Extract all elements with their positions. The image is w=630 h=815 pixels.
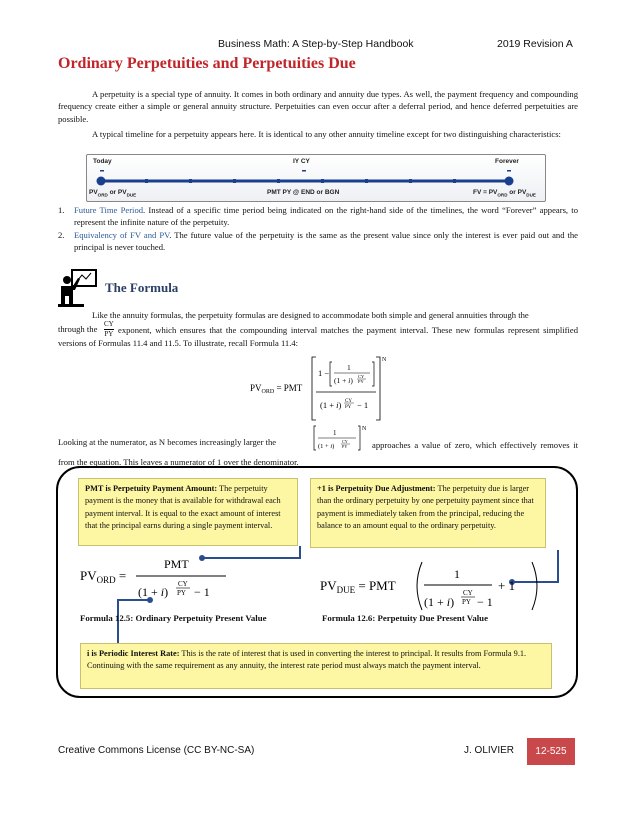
timeline-pv-label: $PV_{ORD}$ or $PV_{DUE}$ <box>89 189 137 198</box>
svg-text:PMT: PMT <box>164 557 189 571</box>
svg-text:1: 1 <box>454 567 460 581</box>
formula-12-5 <box>80 552 230 604</box>
svg-text:N: N <box>382 357 387 363</box>
svg-text:CY: CY <box>345 399 352 404</box>
perpetuity-timeline <box>86 154 546 202</box>
interest-rate-box <box>80 643 552 689</box>
list-item-title: Future Time Period <box>74 205 144 215</box>
page-title: Ordinary Perpetuities and Perpetuities Due <box>58 55 356 72</box>
pmt-box-text: The perpetuity payment is the money that is available for withdrawal each payment interval. It is equal to the exact amount of interest that the principal earns during a single payment interval. <box>85 484 281 531</box>
author-footer: J. OLIVIER <box>464 745 515 756</box>
timeline-today-label: Today <box>93 158 112 165</box>
svg-text:CY: CY <box>463 589 473 597</box>
caption-formula-12-5: Formula 12.5: Ordinary Perpetuity Present Value <box>80 613 267 623</box>
svg-text:PY: PY <box>358 379 364 384</box>
svg-text:CY: CY <box>342 439 348 444</box>
page-number: 12-525 <box>527 738 575 765</box>
intro-paragraph-2: A typical timeline for a perpetuity appears here. It is identical to any other annuity timeline except for two distinguishing characteristics: <box>92 129 561 139</box>
formula-para-line-1: Like the annuity formulas, the perpetuity formulas are designed to accommodate both simple and general annuities through the <box>92 310 529 320</box>
book-title-header: Business Math: A Step-by-Step Handbook <box>218 38 414 50</box>
svg-text:CY: CY <box>358 374 365 379</box>
svg-text:1 −: 1 − <box>318 368 330 378</box>
svg-text:+ 1: + 1 <box>498 578 516 593</box>
section-title: The Formula <box>105 280 179 295</box>
numerator-para-b: approaches a value of zero, which effectively removes it from the equation. This leaves a numerator of 1 over the denominator. <box>58 440 578 467</box>
list-item-title: Equivalency of FV and PV <box>74 230 170 240</box>
formula-12-6 <box>320 558 542 614</box>
list-number: 2. <box>58 230 65 240</box>
svg-text:PY: PY <box>345 405 352 410</box>
svg-text:(1 + i): (1 + i) <box>318 443 335 450</box>
svg-text:(1 + i): (1 + i) <box>138 585 169 599</box>
plus-box-text: The perpetuity due is larger than the ordinary perpetuity by one perpetuity payment since that payment is immediately taken from the principal, reducing the balance to an amount equal to the ordinary perpetuity. <box>317 484 534 531</box>
svg-text:− 1: − 1 <box>357 400 369 410</box>
formula-intro-paragraph <box>58 309 578 322</box>
plus-box-title: +1 is Perpetuity Due Adjustment: <box>317 484 436 493</box>
timeline-forever-label: Forever <box>495 158 519 165</box>
svg-text:PY: PY <box>462 598 471 606</box>
svg-text:1: 1 <box>333 429 337 437</box>
revision-header: 2019 Revision A <box>497 38 573 50</box>
svg-text:(1 + i): (1 + i) <box>334 376 353 385</box>
formula-11-4 <box>250 352 390 424</box>
timeline-iycy-label: IY CY <box>293 158 310 165</box>
svg-text:− 1: − 1 <box>194 585 210 599</box>
license-footer: Creative Commons License (CC BY-NC-SA) <box>58 745 255 756</box>
svg-text:(1 + i): (1 + i) <box>320 400 342 410</box>
list-item-text: . Instead of a specific time period being indicated on the right-hand side of the timelines, the word “Forever” appears, to represent the infinite nature of the perpetuity. <box>74 205 578 227</box>
cy-py-fraction: CY PY <box>104 320 114 338</box>
timeline-pmt-label: PMT PY @ END or BGN <box>267 189 340 196</box>
i-box-title: i is Periodic Interest Rate: <box>87 649 180 658</box>
svg-text:1: 1 <box>347 363 351 372</box>
svg-text:CY: CY <box>178 580 188 588</box>
timeline-fv-label: FV = $PV_{ORD}$ or $PV_{DUE}$ <box>473 189 536 198</box>
svg-text:PVDUE = PMT: $PV_{DUE}$ = PMT <box>320 578 396 595</box>
numerator-para-a: Looking at the numerator, as N becomes increasingly larger the <box>58 437 277 447</box>
svg-text:PVORD =: $PV_{ORD}$ = <box>80 568 127 585</box>
list-number: 1. <box>58 205 65 215</box>
svg-text:N: N <box>362 426 367 432</box>
pmt-box-title: PMT is Perpetuity Payment Amount: <box>85 484 218 493</box>
caption-formula-12-6: Formula 12.6: Perpetuity Due Present Value <box>322 613 488 623</box>
svg-text:(1 + i): (1 + i) <box>424 595 455 609</box>
teacher-icon <box>58 268 98 308</box>
formula-para-line-2: through the <box>58 324 98 334</box>
svg-text:PY: PY <box>177 589 186 597</box>
svg-text:PVORD = PMT: $PV_{ORD}$ = PMT <box>250 383 303 395</box>
formula-para-rest: exponent, which ensures that the compounding interval matches the payment interval. These new formulas represent simplified versions of Formulas 11.4 and 11.5. To illustrate, recall Formula 11.4: <box>58 325 578 349</box>
list-item-text: . The future value of the perpetuity is the same as the present value since only the interest is ever paid out and the principal is never touched. <box>74 230 578 252</box>
svg-text:− 1: − 1 <box>477 595 493 609</box>
svg-text:PY: PY <box>342 444 348 449</box>
i-box-text: This is the rate of interest that is used in converting the interest to principal. It results from Formula 9.1. Continuing with the same requirement as any annuity, the interest rate period must always match the payment interval. <box>87 649 527 671</box>
intro-paragraph-1: A perpetuity is a special type of annuity. It comes in both ordinary and annuity due types. As well, the payment frequency and compounding frequency create either a simple or general annuity structure. Perpetuities can even occur after a deferral period, and hence deferred perpetuities are possible. <box>58 89 578 124</box>
